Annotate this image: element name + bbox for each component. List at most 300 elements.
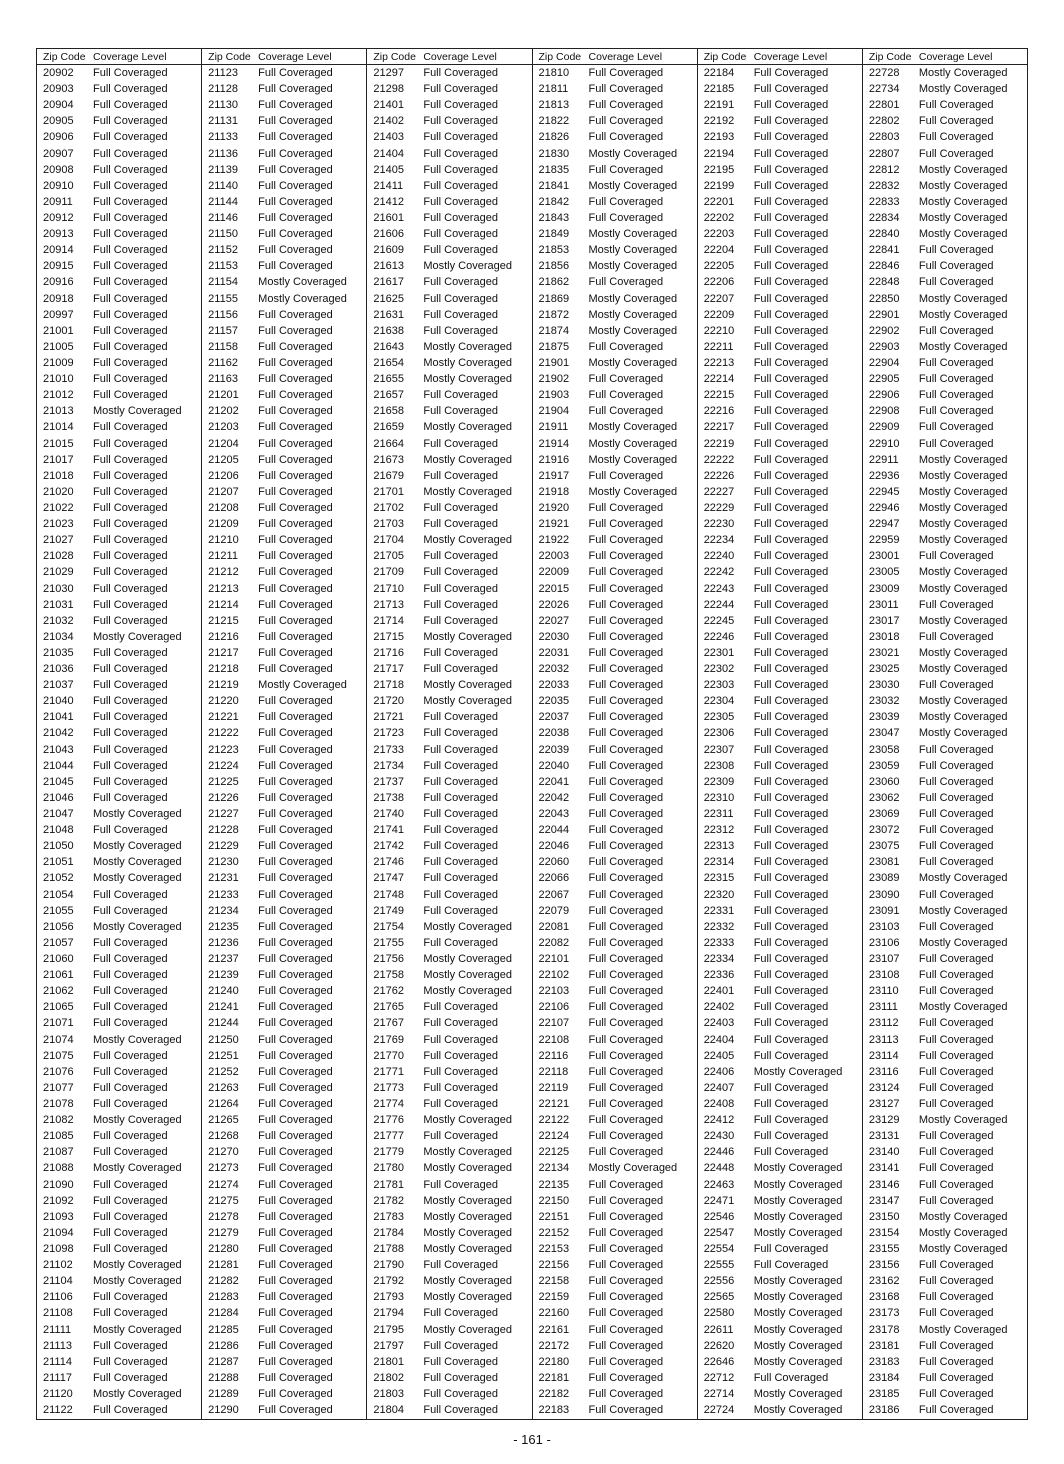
coverage-level-cell: Full Coveraged bbox=[93, 775, 168, 788]
coverage-level-cell: Full Coveraged bbox=[753, 1146, 829, 1159]
coverage-level-cell: Full Coveraged bbox=[423, 663, 498, 676]
zip-code-cell: 21903 bbox=[538, 389, 570, 402]
table-row bbox=[202, 307, 366, 323]
table-row bbox=[37, 903, 201, 919]
zip-code-cell: 21220 bbox=[208, 695, 239, 708]
coverage-level-cell: Full Coveraged bbox=[93, 1339, 168, 1352]
table-row bbox=[533, 1209, 697, 1225]
table-row bbox=[698, 210, 862, 226]
zip-code-cell: 21758 bbox=[373, 969, 404, 982]
coverage-level-cell: Full Coveraged bbox=[93, 228, 168, 241]
table-row bbox=[863, 226, 1027, 242]
table-row bbox=[533, 774, 697, 790]
table-row bbox=[202, 774, 366, 790]
coverage-level-cell: Mostly Coveraged bbox=[918, 67, 1008, 79]
table-row bbox=[533, 903, 697, 919]
zip-code-cell: 21217 bbox=[208, 646, 239, 659]
table-row bbox=[202, 1193, 366, 1209]
table-row bbox=[863, 822, 1027, 838]
table-row bbox=[37, 403, 201, 419]
table-row bbox=[367, 1096, 531, 1112]
zip-code-cell: 21738 bbox=[373, 791, 404, 804]
table-row bbox=[533, 1144, 697, 1160]
table-row bbox=[698, 1209, 862, 1225]
coverage-level-cell: Full Coveraged bbox=[258, 1307, 333, 1320]
zip-code-cell: 21782 bbox=[373, 1194, 404, 1207]
zip-code-cell: 21733 bbox=[373, 743, 404, 756]
zip-code-cell: 22947 bbox=[868, 518, 900, 531]
table-row bbox=[533, 1096, 697, 1112]
coverage-level-cell: Full Coveraged bbox=[258, 147, 333, 160]
table-row bbox=[863, 806, 1027, 822]
coverage-level-cell: Full Coveraged bbox=[588, 1226, 664, 1239]
table-row bbox=[698, 677, 862, 693]
table-row bbox=[37, 1032, 201, 1048]
coverage-level-cell: Full Coveraged bbox=[588, 727, 664, 740]
table-row bbox=[698, 1322, 862, 1338]
table-row bbox=[37, 1112, 201, 1128]
coverage-level-cell: Full Coveraged bbox=[918, 389, 994, 402]
zip-code-cell: 21205 bbox=[208, 453, 239, 466]
table-row bbox=[698, 1160, 862, 1176]
zip-code-cell: 22846 bbox=[868, 260, 900, 273]
zip-code-cell: 21773 bbox=[373, 1081, 404, 1094]
zip-code-cell: 22191 bbox=[703, 99, 735, 112]
zip-code-cell: 21664 bbox=[373, 437, 404, 450]
table-row bbox=[202, 403, 366, 419]
coverage-level-cell: Mostly Coveraged bbox=[918, 534, 1008, 547]
zip-code-cell: 21794 bbox=[373, 1307, 404, 1320]
zip-code-cell: 21216 bbox=[208, 630, 239, 643]
coverage-level-cell: Full Coveraged bbox=[423, 115, 498, 128]
zip-code-cell: 22213 bbox=[703, 356, 735, 369]
coverage-level-cell: Full Coveraged bbox=[423, 566, 498, 579]
zip-code-cell: 22159 bbox=[538, 1291, 570, 1304]
coverage-level-cell: Full Coveraged bbox=[93, 518, 168, 531]
zip-code-cell: 21010 bbox=[43, 373, 74, 386]
table-row bbox=[698, 581, 862, 597]
coverage-level-cell: Full Coveraged bbox=[918, 1098, 994, 1110]
zip-code-cell: 21023 bbox=[43, 518, 74, 531]
zip-code-cell: 21152 bbox=[208, 244, 238, 257]
table-row bbox=[202, 725, 366, 741]
zip-code-cell: 21027 bbox=[43, 534, 74, 547]
table-row bbox=[202, 1080, 366, 1096]
coverage-level-cell: Full Coveraged bbox=[93, 469, 168, 482]
zip-code-cell: 21904 bbox=[538, 405, 570, 418]
table-row bbox=[37, 838, 201, 854]
coverage-level-cell: Full Coveraged bbox=[423, 83, 498, 96]
table-row bbox=[202, 516, 366, 532]
zip-code-cell: 21654 bbox=[373, 356, 404, 369]
zip-code-cell: 23090 bbox=[868, 888, 900, 901]
coverage-level-cell: Full Coveraged bbox=[588, 163, 664, 176]
table-row bbox=[367, 1354, 531, 1370]
coverage-level-cell: Full Coveraged bbox=[258, 1114, 333, 1127]
coverage-level-cell: Mostly Coveraged bbox=[918, 695, 1008, 708]
table-row bbox=[863, 597, 1027, 613]
table-row bbox=[37, 919, 201, 935]
table-row bbox=[37, 258, 201, 274]
coverage-level-cell: Mostly Coveraged bbox=[588, 421, 678, 434]
zip-code-cell: 21765 bbox=[373, 1001, 404, 1014]
table-row bbox=[202, 178, 366, 194]
coverage-level-cell: Mostly Coveraged bbox=[423, 695, 512, 708]
zip-code-cell: 22041 bbox=[538, 775, 570, 788]
zip-code-cell: 22936 bbox=[868, 469, 900, 482]
zip-code-cell: 23156 bbox=[868, 1259, 900, 1272]
zip-code-cell: 21219 bbox=[208, 679, 239, 692]
table-row bbox=[533, 951, 697, 967]
zip-code-cell: 22205 bbox=[703, 260, 735, 273]
coverage-level-cell: Full Coveraged bbox=[753, 663, 829, 676]
coverage-level-cell: Mostly Coveraged bbox=[753, 1210, 843, 1223]
table-row bbox=[202, 1048, 366, 1064]
table-row bbox=[37, 774, 201, 790]
table-row bbox=[37, 790, 201, 806]
zip-code-cell: 21244 bbox=[208, 1017, 239, 1030]
coverage-level-cell: Full Coveraged bbox=[93, 614, 168, 627]
table-row bbox=[367, 790, 531, 806]
zip-code-cell: 22565 bbox=[703, 1291, 735, 1304]
coverage-level-cell: Mostly Coveraged bbox=[423, 1146, 512, 1159]
zip-code-cell: 22106 bbox=[538, 1001, 570, 1014]
table-row bbox=[698, 1015, 862, 1031]
table-row bbox=[698, 1305, 862, 1321]
coverage-level-cell: Mostly Coveraged bbox=[918, 518, 1008, 531]
table-row bbox=[37, 709, 201, 725]
zip-code-cell: 21842 bbox=[538, 195, 570, 208]
coverage-level-cell: Full Coveraged bbox=[588, 695, 664, 708]
coverage-level-cell: Full Coveraged bbox=[423, 292, 498, 305]
table-row bbox=[533, 1128, 697, 1144]
table-row bbox=[863, 903, 1027, 919]
table-row bbox=[533, 1370, 697, 1386]
zip-code-cell: 23131 bbox=[868, 1130, 900, 1143]
coverage-level-cell: Mostly Coveraged bbox=[918, 663, 1008, 676]
coverage-level-cell: Full Coveraged bbox=[588, 1404, 664, 1417]
coverage-level-cell: Full Coveraged bbox=[918, 1371, 994, 1384]
table-row bbox=[698, 1144, 862, 1160]
table-row bbox=[698, 1225, 862, 1241]
coverage-level-cell: Full Coveraged bbox=[258, 888, 333, 901]
coverage-level-cell: Full Coveraged bbox=[918, 373, 994, 386]
table-row bbox=[202, 1225, 366, 1241]
table-row bbox=[367, 999, 531, 1015]
zip-code-cell: 21251 bbox=[208, 1049, 239, 1062]
table-row bbox=[37, 65, 201, 81]
zip-code-cell: 22134 bbox=[538, 1162, 570, 1175]
coverage-level-cell: Full Coveraged bbox=[753, 485, 829, 498]
coverage-level-cell: Mostly Coveraged bbox=[588, 260, 678, 273]
coverage-level-cell: Full Coveraged bbox=[258, 485, 333, 498]
zip-code-cell: 22119 bbox=[538, 1081, 569, 1094]
zip-code-cell: 22306 bbox=[703, 727, 735, 740]
zip-code-cell: 21014 bbox=[43, 421, 74, 434]
table-row bbox=[367, 854, 531, 870]
table-row bbox=[202, 162, 366, 178]
coverage-level-cell: Full Coveraged bbox=[753, 179, 829, 192]
coverage-level-cell: Full Coveraged bbox=[93, 195, 168, 208]
zip-code-cell: 23103 bbox=[868, 920, 900, 933]
coverage-level-cell: Full Coveraged bbox=[588, 840, 664, 853]
table-row bbox=[367, 1241, 531, 1257]
table-row bbox=[698, 81, 862, 97]
coverage-level-cell: Mostly Coveraged bbox=[918, 711, 1008, 724]
table-row bbox=[533, 758, 697, 774]
table-row bbox=[698, 1193, 862, 1209]
coverage-level-cell: Full Coveraged bbox=[588, 115, 664, 128]
zip-code-cell: 21286 bbox=[208, 1339, 239, 1352]
zip-code-cell: 21275 bbox=[208, 1194, 239, 1207]
zip-code-cell: 21144 bbox=[208, 195, 238, 208]
table-row bbox=[202, 1209, 366, 1225]
table-row bbox=[533, 339, 697, 355]
coverage-level-cell: Mostly Coveraged bbox=[918, 646, 1008, 659]
table-row bbox=[367, 1177, 531, 1193]
coverage-level-cell: Full Coveraged bbox=[753, 969, 829, 982]
zip-code-cell: 20910 bbox=[43, 179, 74, 192]
zip-code-cell: 21094 bbox=[43, 1226, 74, 1239]
table-row bbox=[367, 291, 531, 307]
table-row bbox=[863, 355, 1027, 371]
table-row bbox=[533, 129, 697, 145]
table-row bbox=[367, 581, 531, 597]
zip-code-cell: 21797 bbox=[373, 1339, 404, 1352]
table-row bbox=[863, 194, 1027, 210]
zip-code-cell: 23009 bbox=[868, 582, 900, 595]
table-row bbox=[367, 661, 531, 677]
coverage-level-cell: Mostly Coveraged bbox=[918, 1323, 1008, 1336]
coverage-level-cell: Full Coveraged bbox=[588, 1275, 664, 1288]
table-row bbox=[533, 887, 697, 903]
table-row bbox=[698, 887, 862, 903]
zip-code-cell: 22850 bbox=[868, 292, 900, 305]
zip-code-cell: 22840 bbox=[868, 228, 900, 241]
zip-code-cell: 21716 bbox=[373, 646, 404, 659]
coverage-level-cell: Full Coveraged bbox=[258, 211, 333, 224]
coverage-level-cell: Full Coveraged bbox=[258, 179, 333, 192]
zip-code-cell: 21036 bbox=[43, 663, 74, 676]
zip-code-cell: 21093 bbox=[43, 1210, 74, 1223]
table-row bbox=[37, 677, 201, 693]
zip-code-cell: 21009 bbox=[43, 356, 74, 369]
coverage-level-cell: Full Coveraged bbox=[423, 195, 498, 208]
table-row bbox=[533, 1289, 697, 1305]
table-row bbox=[367, 677, 531, 693]
zip-code-cell: 21914 bbox=[538, 437, 570, 450]
zip-code-cell: 22547 bbox=[703, 1226, 735, 1239]
coverage-level-cell: Full Coveraged bbox=[423, 759, 498, 772]
table-row bbox=[698, 516, 862, 532]
zip-code-cell: 22909 bbox=[868, 421, 900, 434]
zip-code-cell: 23178 bbox=[868, 1323, 900, 1336]
coverage-level-cell: Mostly Coveraged bbox=[918, 727, 1008, 740]
table-row bbox=[367, 548, 531, 564]
coverage-level-cell: Full Coveraged bbox=[588, 759, 664, 772]
table-row bbox=[37, 1096, 201, 1112]
zip-code-cell: 22471 bbox=[703, 1194, 735, 1207]
table-row bbox=[863, 693, 1027, 709]
zip-code-cell: 22945 bbox=[868, 485, 900, 498]
table-row bbox=[863, 1080, 1027, 1096]
table-row bbox=[367, 436, 531, 452]
zip-code-cell: 21917 bbox=[538, 469, 570, 482]
zip-code-cell: 22066 bbox=[538, 872, 570, 885]
coverage-level-cell: Full Coveraged bbox=[258, 1404, 333, 1417]
zip-code-cell: 22151 bbox=[538, 1210, 570, 1223]
zip-code-cell: 21030 bbox=[43, 582, 74, 595]
table-row bbox=[367, 1015, 531, 1031]
zip-code-cell: 20911 bbox=[43, 195, 73, 208]
table-row bbox=[37, 129, 201, 145]
zip-code-cell: 22841 bbox=[868, 244, 900, 257]
zip-code-cell: 21734 bbox=[373, 759, 404, 772]
table-row bbox=[37, 452, 201, 468]
zip-code-cell: 21211 bbox=[208, 550, 238, 563]
table-row bbox=[202, 1354, 366, 1370]
coverage-level-cell: Full Coveraged bbox=[93, 1226, 168, 1239]
table-row bbox=[37, 725, 201, 741]
coverage-level-cell: Full Coveraged bbox=[93, 743, 168, 756]
coverage-level-cell: Full Coveraged bbox=[918, 1146, 994, 1159]
table-row bbox=[533, 1386, 697, 1402]
table-row bbox=[533, 146, 697, 162]
table-row bbox=[698, 1257, 862, 1273]
coverage-level-cell: Full Coveraged bbox=[258, 1275, 333, 1288]
zip-code-cell: 21227 bbox=[208, 808, 239, 821]
table-row bbox=[863, 113, 1027, 129]
zip-code-cell: 23072 bbox=[868, 824, 900, 837]
coverage-level-cell: Full Coveraged bbox=[93, 1001, 168, 1014]
coverage-level-cell: Full Coveraged bbox=[258, 743, 333, 756]
table-row bbox=[37, 532, 201, 548]
coverage-level-cell: Full Coveraged bbox=[258, 614, 333, 627]
zip-code-cell: 22901 bbox=[868, 308, 900, 321]
zip-code-cell: 23075 bbox=[868, 840, 900, 853]
zip-code-cell: 22812 bbox=[868, 163, 900, 176]
coverage-level-cell: Full Coveraged bbox=[258, 550, 333, 563]
zip-code-cell: 21755 bbox=[373, 936, 404, 949]
table-row bbox=[37, 355, 201, 371]
table-row bbox=[202, 532, 366, 548]
coverage-level-cell: Full Coveraged bbox=[588, 1371, 664, 1384]
table-row bbox=[202, 194, 366, 210]
zip-code-cell: 21233 bbox=[208, 888, 239, 901]
table-row bbox=[533, 1338, 697, 1354]
table-row bbox=[367, 1289, 531, 1305]
zip-code-cell: 21709 bbox=[373, 566, 404, 579]
coverage-level-cell: Full Coveraged bbox=[258, 727, 333, 740]
zip-code-cell: 23107 bbox=[868, 953, 900, 966]
table-row bbox=[202, 1402, 366, 1418]
table-row bbox=[863, 323, 1027, 339]
table-row bbox=[37, 516, 201, 532]
table-row bbox=[202, 1241, 366, 1257]
coverage-level-cell: Full Coveraged bbox=[258, 324, 333, 337]
table-row bbox=[367, 242, 531, 258]
coverage-level-cell: Full Coveraged bbox=[423, 840, 498, 853]
coverage-level-cell: Full Coveraged bbox=[93, 1242, 168, 1255]
coverage-level-cell: Full Coveraged bbox=[588, 985, 664, 998]
zip-code-cell: 23001 bbox=[868, 550, 900, 563]
coverage-level-cell: Full Coveraged bbox=[93, 1178, 168, 1191]
zip-code-cell: 22103 bbox=[538, 985, 570, 998]
zip-code-cell: 21747 bbox=[373, 872, 404, 885]
coverage-level-cell: Full Coveraged bbox=[918, 679, 994, 692]
table-row bbox=[863, 371, 1027, 387]
coverage-level-cell: Mostly Coveraged bbox=[918, 195, 1008, 208]
table-row bbox=[533, 1177, 697, 1193]
coverage-level-cell: Full Coveraged bbox=[258, 775, 333, 788]
zip-code-cell: 22402 bbox=[703, 1001, 735, 1014]
coverage-level-cell: Full Coveraged bbox=[258, 1017, 333, 1030]
coverage-level-cell: Full Coveraged bbox=[753, 840, 829, 853]
coverage-level-cell: Full Coveraged bbox=[423, 147, 498, 160]
coverage-level-cell: Mostly Coveraged bbox=[753, 1065, 843, 1078]
coverage-level-cell: Full Coveraged bbox=[753, 1017, 829, 1030]
coverage-level-cell: Full Coveraged bbox=[753, 872, 829, 885]
zip-code-cell: 23141 bbox=[868, 1162, 900, 1175]
zip-code-cell: 22009 bbox=[538, 566, 570, 579]
table-row bbox=[863, 1370, 1027, 1386]
coverage-level-cell: Full Coveraged bbox=[588, 566, 664, 579]
table-row bbox=[698, 1177, 862, 1193]
coverage-level-cell: Full Coveraged bbox=[588, 1323, 664, 1336]
table-row bbox=[37, 613, 201, 629]
table-row bbox=[863, 1225, 1027, 1241]
table-row bbox=[863, 500, 1027, 516]
coverage-level-cell: Full Coveraged bbox=[93, 83, 168, 96]
zip-code-cell: 22314 bbox=[703, 856, 735, 869]
table-row bbox=[698, 194, 862, 210]
coverage-level-cell: Full Coveraged bbox=[258, 936, 333, 949]
zip-code-cell: 21047 bbox=[43, 808, 74, 821]
zip-code-cell: 21162 bbox=[208, 356, 238, 369]
zip-code-cell: 22308 bbox=[703, 759, 735, 772]
zip-code-cell: 21157 bbox=[208, 324, 238, 337]
coverage-level-cell: Full Coveraged bbox=[93, 244, 168, 257]
zip-code-cell: 22195 bbox=[703, 163, 735, 176]
coverage-level-cell: Full Coveraged bbox=[258, 421, 333, 434]
coverage-level-cell: Full Coveraged bbox=[588, 1033, 664, 1046]
table-row bbox=[37, 113, 201, 129]
coverage-level-cell: Full Coveraged bbox=[258, 840, 333, 853]
coverage-level-cell: Full Coveraged bbox=[588, 582, 664, 595]
table-row bbox=[863, 1096, 1027, 1112]
coverage-level-cell: Full Coveraged bbox=[753, 1049, 829, 1062]
coverage-level-cell: Full Coveraged bbox=[93, 663, 168, 676]
zip-code-cell: 21034 bbox=[43, 630, 74, 643]
zip-code-cell: 22240 bbox=[703, 550, 735, 563]
table-row bbox=[863, 403, 1027, 419]
coverage-level-cell: Full Coveraged bbox=[258, 1130, 333, 1143]
table-row bbox=[367, 97, 531, 113]
table-row bbox=[37, 742, 201, 758]
coverage-level-cell: Full Coveraged bbox=[753, 1371, 829, 1384]
table-row bbox=[202, 983, 366, 999]
table-row bbox=[202, 1064, 366, 1080]
table-row bbox=[367, 113, 531, 129]
coverage-level-cell: Full Coveraged bbox=[753, 534, 829, 547]
zip-code-cell: 23089 bbox=[868, 872, 900, 885]
zip-code-cell: 21710 bbox=[373, 582, 404, 595]
coverage-level-cell: Full Coveraged bbox=[258, 405, 333, 418]
table-row bbox=[367, 967, 531, 983]
table-row bbox=[367, 725, 531, 741]
zip-code-cell: 22180 bbox=[538, 1355, 570, 1368]
zip-code-cell: 22107 bbox=[538, 1017, 570, 1030]
